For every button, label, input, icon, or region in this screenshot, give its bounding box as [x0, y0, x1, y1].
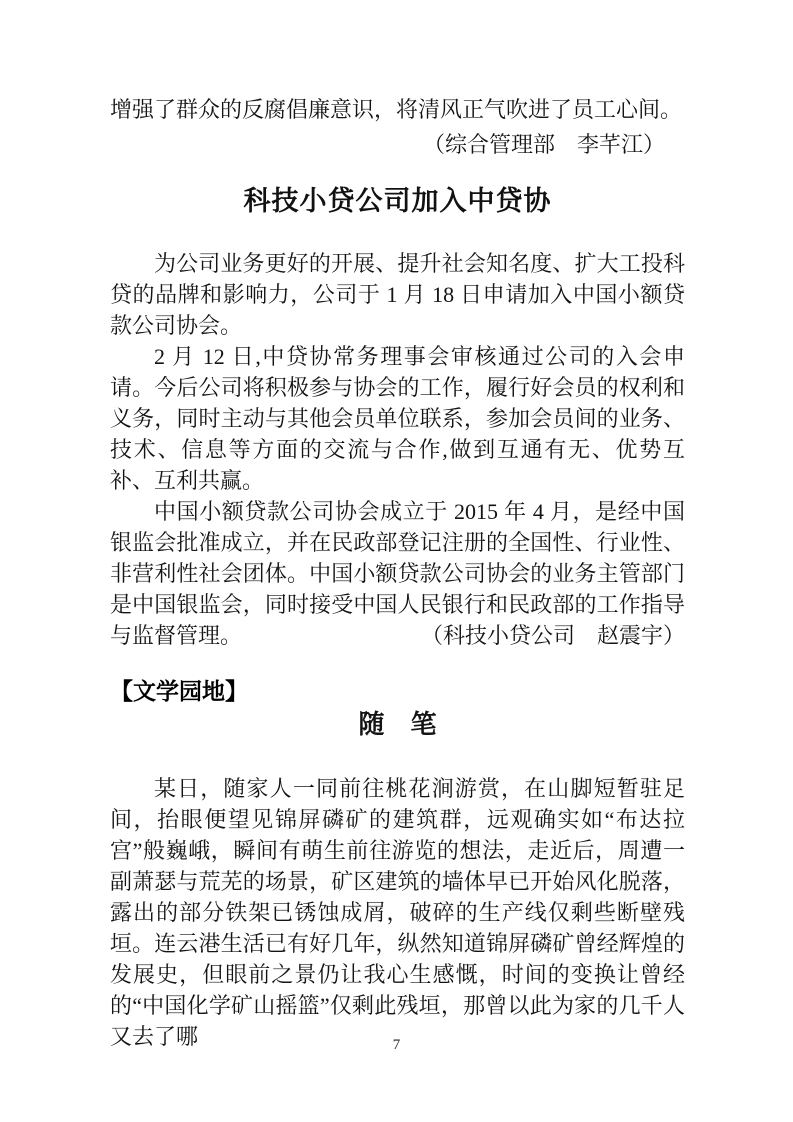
article-paragraph-3-text: 中国小额贷款公司协会成立于 2015 年 4 月，是经中国银监会批准成立，并在民政部登记注册的全国性、行业性、非营利性社会团体。中国小额贷款公司协会的业务主管部门是中国银监会，同时接受中国人民银行和民政部的工作指导与监督管理。: [110, 499, 685, 648]
article-paragraph-2: 2 月 12 日,中贷协常务理事会审核通过公司的入会申请。今后公司将积极参与协会的工作，履行好会员的权利和义务，同时主动与其他会员单位联系，参加会员间的业务、技术、信息等方面的交流与合作,做到互通有无、优势互补、互利共赢。: [110, 344, 685, 493]
article-paragraph-1: 为公司业务更好的开展、提升社会知名度、扩大工投科贷的品牌和影响力，公司于 1 月 18 日申请加入中国小额贷款公司协会。: [110, 251, 685, 338]
essay-title: 随 笔: [358, 709, 437, 739]
article-title: 科技小贷公司加入中贷协: [243, 186, 552, 216]
page-content: [110, 94, 685, 1052]
prev-article-closing-line: 增强了群众的反腐倡廉意识，将清风正气吹进了员工心间。: [110, 97, 683, 122]
literature-section-label: 【文学园地】: [110, 679, 248, 704]
article-attribution: （科技小贷公司 赵震宇）: [420, 623, 685, 648]
prev-article-attribution: （综合管理部 李芊江）: [422, 132, 665, 157]
article-paragraph-3: [110, 496, 685, 651]
essay-paragraph: 某日，随家人一同前往桃花涧游赏，在山脚短暂驻足间，抬眼便望见锦屏磷矿的建筑群，远观确实如“布达拉宫”般巍峨，瞬间有萌生前往游览的想法，走近后，周遭一副萧瑟与荒芜的场景，矿区建筑的墙体早已开始风化脱落，露出的部分铁架已锈蚀成屑，破碎的生产线仅剩些断壁残垣。连云港生活已有好几年，纵然知道锦屏磷矿曾经辉煌的发展史，但眼前之景仍让我心生感慨，时间的变换让曾经的“中国化学矿山摇篮”仅剩此残垣，那曾以此为家的几千人又去了哪: [110, 776, 685, 1049]
page-number: 7: [392, 1037, 401, 1053]
